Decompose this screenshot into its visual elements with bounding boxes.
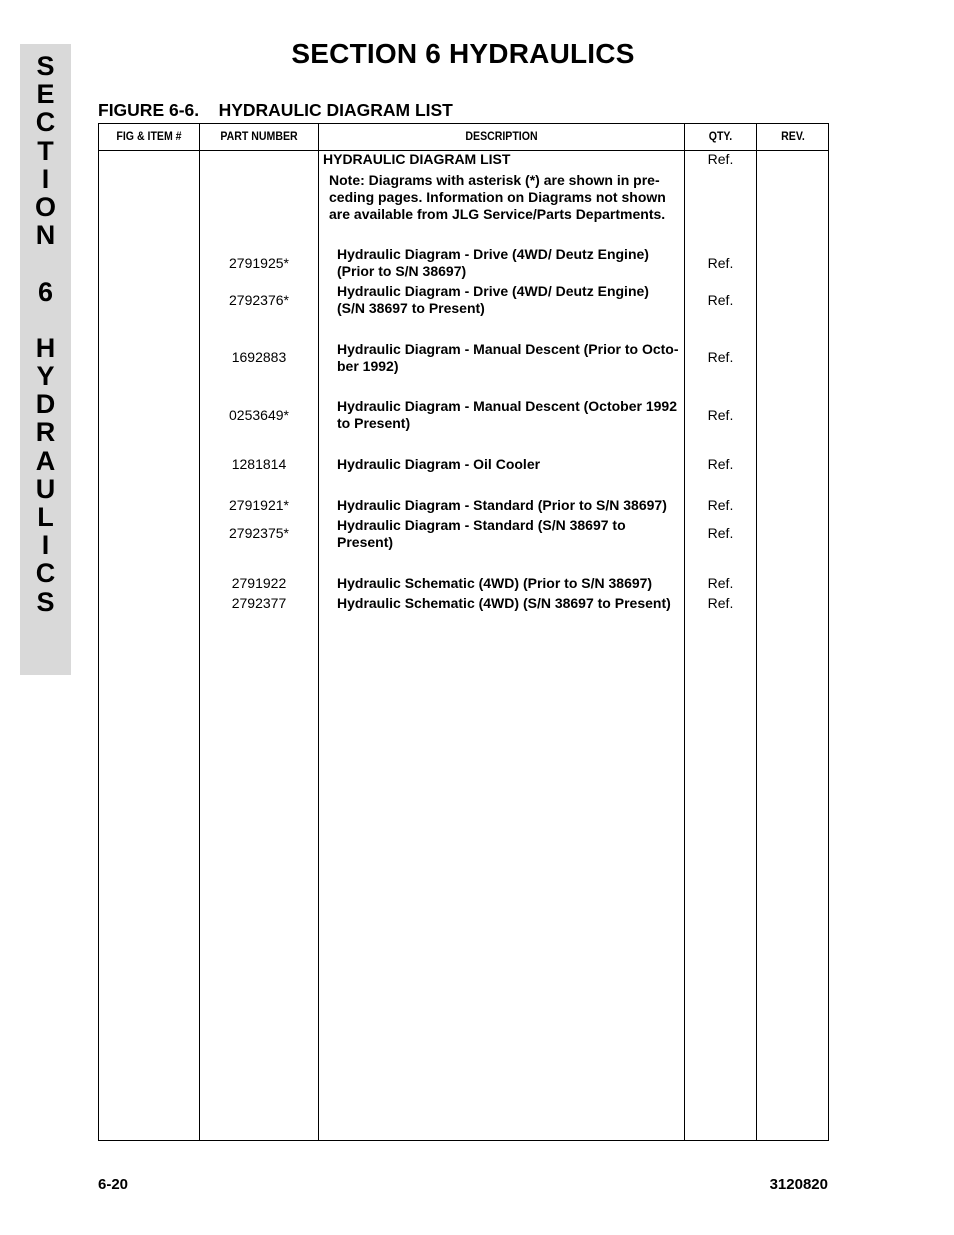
description-cell: Hydraulic Diagram - Standard (Prior to S/N 38697): [337, 497, 667, 513]
header-fig-item: FIG & ITEM #: [116, 129, 182, 143]
figure-title: FIGURE 6-6. HYDRAULIC DIAGRAM LIST: [98, 100, 453, 120]
column-divider: [756, 124, 757, 1140]
document-number: 3120820: [769, 1176, 828, 1193]
header-description: DESCRIPTION: [465, 129, 538, 143]
column-divider: [684, 124, 685, 1140]
page-number: 6-20: [98, 1176, 129, 1193]
qty-cell: Ref.: [707, 456, 734, 472]
side-tab-letter: I: [41, 163, 50, 194]
description-cell: Hydraulic Diagram - Drive (4WD/ Deutz Engine) (S/N 38697 to Present): [337, 283, 649, 316]
part-number-cell: 2792375*: [229, 525, 289, 541]
qty-cell: Ref.: [707, 151, 734, 167]
qty-cell: Ref.: [707, 255, 734, 271]
side-tab-letter: I: [41, 530, 50, 561]
side-tab-letter: S: [36, 51, 55, 81]
side-tab-letter: O: [34, 191, 56, 222]
side-tab-letter: U: [35, 473, 56, 504]
side-tab-letter: R: [35, 417, 56, 448]
part-number-cell: 1281814: [231, 456, 287, 472]
side-tab-letter: S: [36, 586, 55, 617]
side-tab-letter: N: [35, 220, 56, 251]
side-tab-letter: C: [35, 558, 56, 589]
qty-cell: Ref.: [707, 575, 734, 591]
column-divider: [318, 124, 319, 1140]
description-cell: Hydraulic Diagram - Drive (4WD/ Deutz Engine) (Prior to S/N 38697): [337, 246, 649, 279]
column-divider: [199, 124, 200, 1140]
part-number-cell: 1692883: [231, 349, 287, 365]
part-number-cell: 0253649*: [229, 407, 289, 423]
qty-cell: Ref.: [707, 497, 734, 513]
part-number-cell: 2791922: [231, 575, 287, 591]
description-cell: Hydraulic Schematic (4WD) (S/N 38697 to Present): [337, 595, 671, 611]
section-title: SECTION 6 HYDRAULICS: [291, 38, 635, 69]
part-number-cell: 2792376*: [229, 292, 289, 308]
qty-cell: Ref.: [707, 407, 734, 423]
side-tab-letter: L: [37, 502, 54, 532]
side-tab-letter: 6: [37, 276, 54, 307]
list-heading: HYDRAULIC DIAGRAM LIST: [323, 151, 511, 167]
header-qty: QTY.: [708, 129, 733, 143]
part-number-cell: 2791925*: [229, 255, 289, 271]
side-tab-letter: C: [35, 107, 56, 138]
note-text: Note: Diagrams with asterisk (*) are shown in pre- ceding pages. Information on Diagrams not shown are available from JLG Service/Parts Departments.: [329, 172, 666, 222]
side-tab-letter: Y: [36, 361, 55, 392]
parts-table: [98, 123, 829, 1141]
side-tab-letter: H: [35, 332, 56, 363]
part-number-cell: 2792377: [231, 595, 287, 611]
header-part-number: PART NUMBER: [220, 129, 298, 143]
part-number-cell: 2791921*: [229, 497, 289, 513]
side-tab-letter: A: [35, 445, 56, 476]
section-side-tab: [20, 44, 71, 675]
side-tab-letters: [20, 52, 71, 616]
header-rev: REV.: [781, 129, 805, 143]
description-cell: Hydraulic Diagram - Manual Descent (October 1992 to Present): [337, 398, 677, 431]
qty-cell: Ref.: [707, 525, 734, 541]
description-cell: Hydraulic Diagram - Manual Descent (Prior to Octo- ber 1992): [337, 341, 679, 374]
description-cell: Hydraulic Schematic (4WD) (Prior to S/N 38697): [337, 575, 653, 591]
side-tab-letter: E: [36, 79, 55, 110]
qty-cell: Ref.: [707, 292, 734, 308]
side-tab-letter: T: [37, 135, 54, 166]
description-cell: Hydraulic Diagram - Oil Cooler: [337, 456, 541, 472]
description-cell: Hydraulic Diagram - Standard (S/N 38697 to Present): [337, 517, 626, 550]
side-tab-letter: D: [35, 389, 56, 420]
qty-cell: Ref.: [707, 595, 734, 611]
qty-cell: Ref.: [707, 349, 734, 365]
